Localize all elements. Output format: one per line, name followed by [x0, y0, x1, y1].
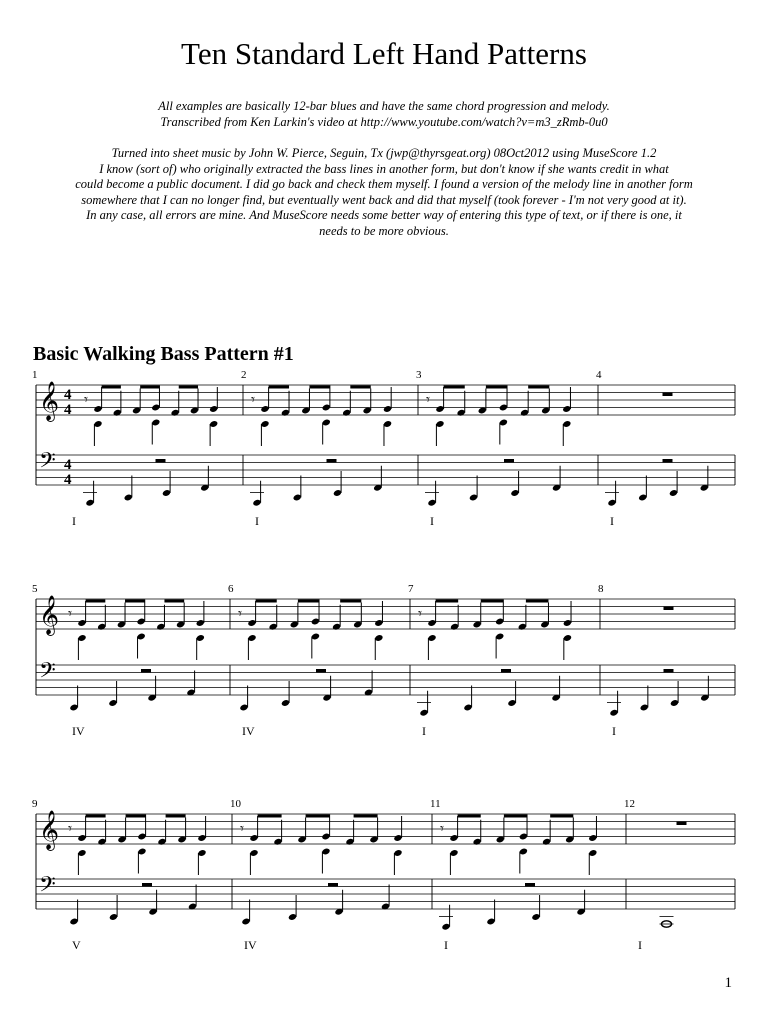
notes-line: needs to be more obvious. — [319, 223, 449, 238]
eighth-rest: 𝄾 — [68, 819, 72, 838]
time-signature-bottom: 4 — [64, 402, 72, 418]
page-number: 1 — [724, 975, 732, 991]
half-rest — [501, 669, 511, 673]
half-rest — [141, 669, 151, 673]
measure-number: 7 — [408, 583, 414, 595]
notes-line: In any case, all errors are mine. And MuseScore needs some better way of entering this type of text, or if there is one, it — [86, 208, 682, 222]
treble-clef: 𝄞 — [39, 381, 60, 421]
eighth-rest: 𝄾 — [418, 604, 422, 623]
system — [32, 369, 735, 528]
chord-numeral: IV — [72, 724, 85, 738]
measure-number: 11 — [430, 798, 441, 810]
measure-number: 10 — [230, 798, 241, 810]
system — [32, 798, 735, 952]
whole-rest — [664, 607, 674, 611]
chord-numeral: V — [72, 938, 81, 952]
eighth-rest: 𝄾 — [84, 390, 88, 409]
measure-number: 9 — [32, 798, 38, 810]
measure-number: 8 — [598, 583, 604, 595]
eighth-rest: 𝄾 — [440, 819, 444, 838]
bass-clef: 𝄢 — [39, 658, 56, 689]
document-title: Ten Standard Left Hand Patterns — [181, 36, 587, 71]
notes-line: Turned into sheet music by John W. Pierce, Seguin, Tx (jwp@thyrsgeat.org) 08Oct2012 using MuseScore 1.2 — [111, 146, 657, 160]
half-rest — [525, 883, 535, 887]
half-rest — [328, 883, 338, 887]
time-signature-bottom: 4 — [64, 472, 72, 488]
notes-line: somewhere that I can no longer find, but eventually went back and did that myself (took forever - I'm not very good at it). — [81, 192, 687, 207]
measure-number: 6 — [228, 583, 234, 595]
measure-number: 2 — [241, 369, 247, 381]
system — [32, 583, 735, 738]
section-title: Basic Walking Bass Pattern #1 — [33, 343, 294, 365]
eighth-rest: 𝄾 — [238, 604, 242, 623]
chord-numeral: I — [72, 514, 76, 528]
chord-numeral: I — [612, 724, 616, 738]
chord-numeral: I — [422, 724, 426, 738]
whole-rest — [663, 393, 673, 397]
treble-clef: 𝄞 — [39, 810, 60, 850]
half-rest — [664, 669, 674, 673]
chord-numeral: I — [255, 514, 259, 528]
chord-numeral: I — [638, 938, 642, 952]
half-rest — [156, 459, 166, 463]
chord-numeral: IV — [242, 724, 255, 738]
half-rest — [142, 883, 152, 887]
subtitle-line: All examples are basically 12-bar blues and have the same chord progression and melody. — [158, 99, 610, 113]
half-rest — [316, 669, 326, 673]
chord-numeral: I — [430, 514, 434, 528]
eighth-rest: 𝄾 — [251, 390, 255, 409]
notes-line: could become a public document. I did go back and check them myself. I found a version of the melody line in another form — [75, 177, 693, 191]
chord-numeral: IV — [244, 938, 257, 952]
chord-numeral: I — [444, 938, 448, 952]
eighth-rest: 𝄾 — [426, 390, 430, 409]
subtitle-line: Transcribed from Ken Larkin's video at http://www.youtube.com/watch?v=m3_zRmb-0u0 — [160, 114, 608, 129]
measure-number: 5 — [32, 583, 38, 595]
eighth-rest: 𝄾 — [240, 819, 244, 838]
bass-clef: 𝄢 — [39, 872, 56, 903]
chord-numeral: I — [610, 514, 614, 528]
whole-rest — [677, 822, 687, 826]
measure-number: 1 — [32, 369, 38, 381]
measure-number: 12 — [624, 798, 635, 810]
measure-number: 4 — [596, 369, 602, 381]
treble-clef: 𝄞 — [39, 595, 60, 635]
half-rest — [663, 459, 673, 463]
score-systems — [32, 369, 735, 952]
notes-line: I know (sort of) who originally extracted the bass lines in another form, but don't know if she wants credit in what — [99, 161, 669, 176]
half-rest — [504, 459, 514, 463]
eighth-rest: 𝄾 — [68, 604, 72, 623]
time-signature-top: 4 — [64, 457, 72, 473]
time-signature-top: 4 — [64, 387, 72, 403]
bass-clef: 𝄢 — [39, 448, 56, 479]
measure-number: 3 — [416, 369, 422, 381]
half-rest — [327, 459, 337, 463]
